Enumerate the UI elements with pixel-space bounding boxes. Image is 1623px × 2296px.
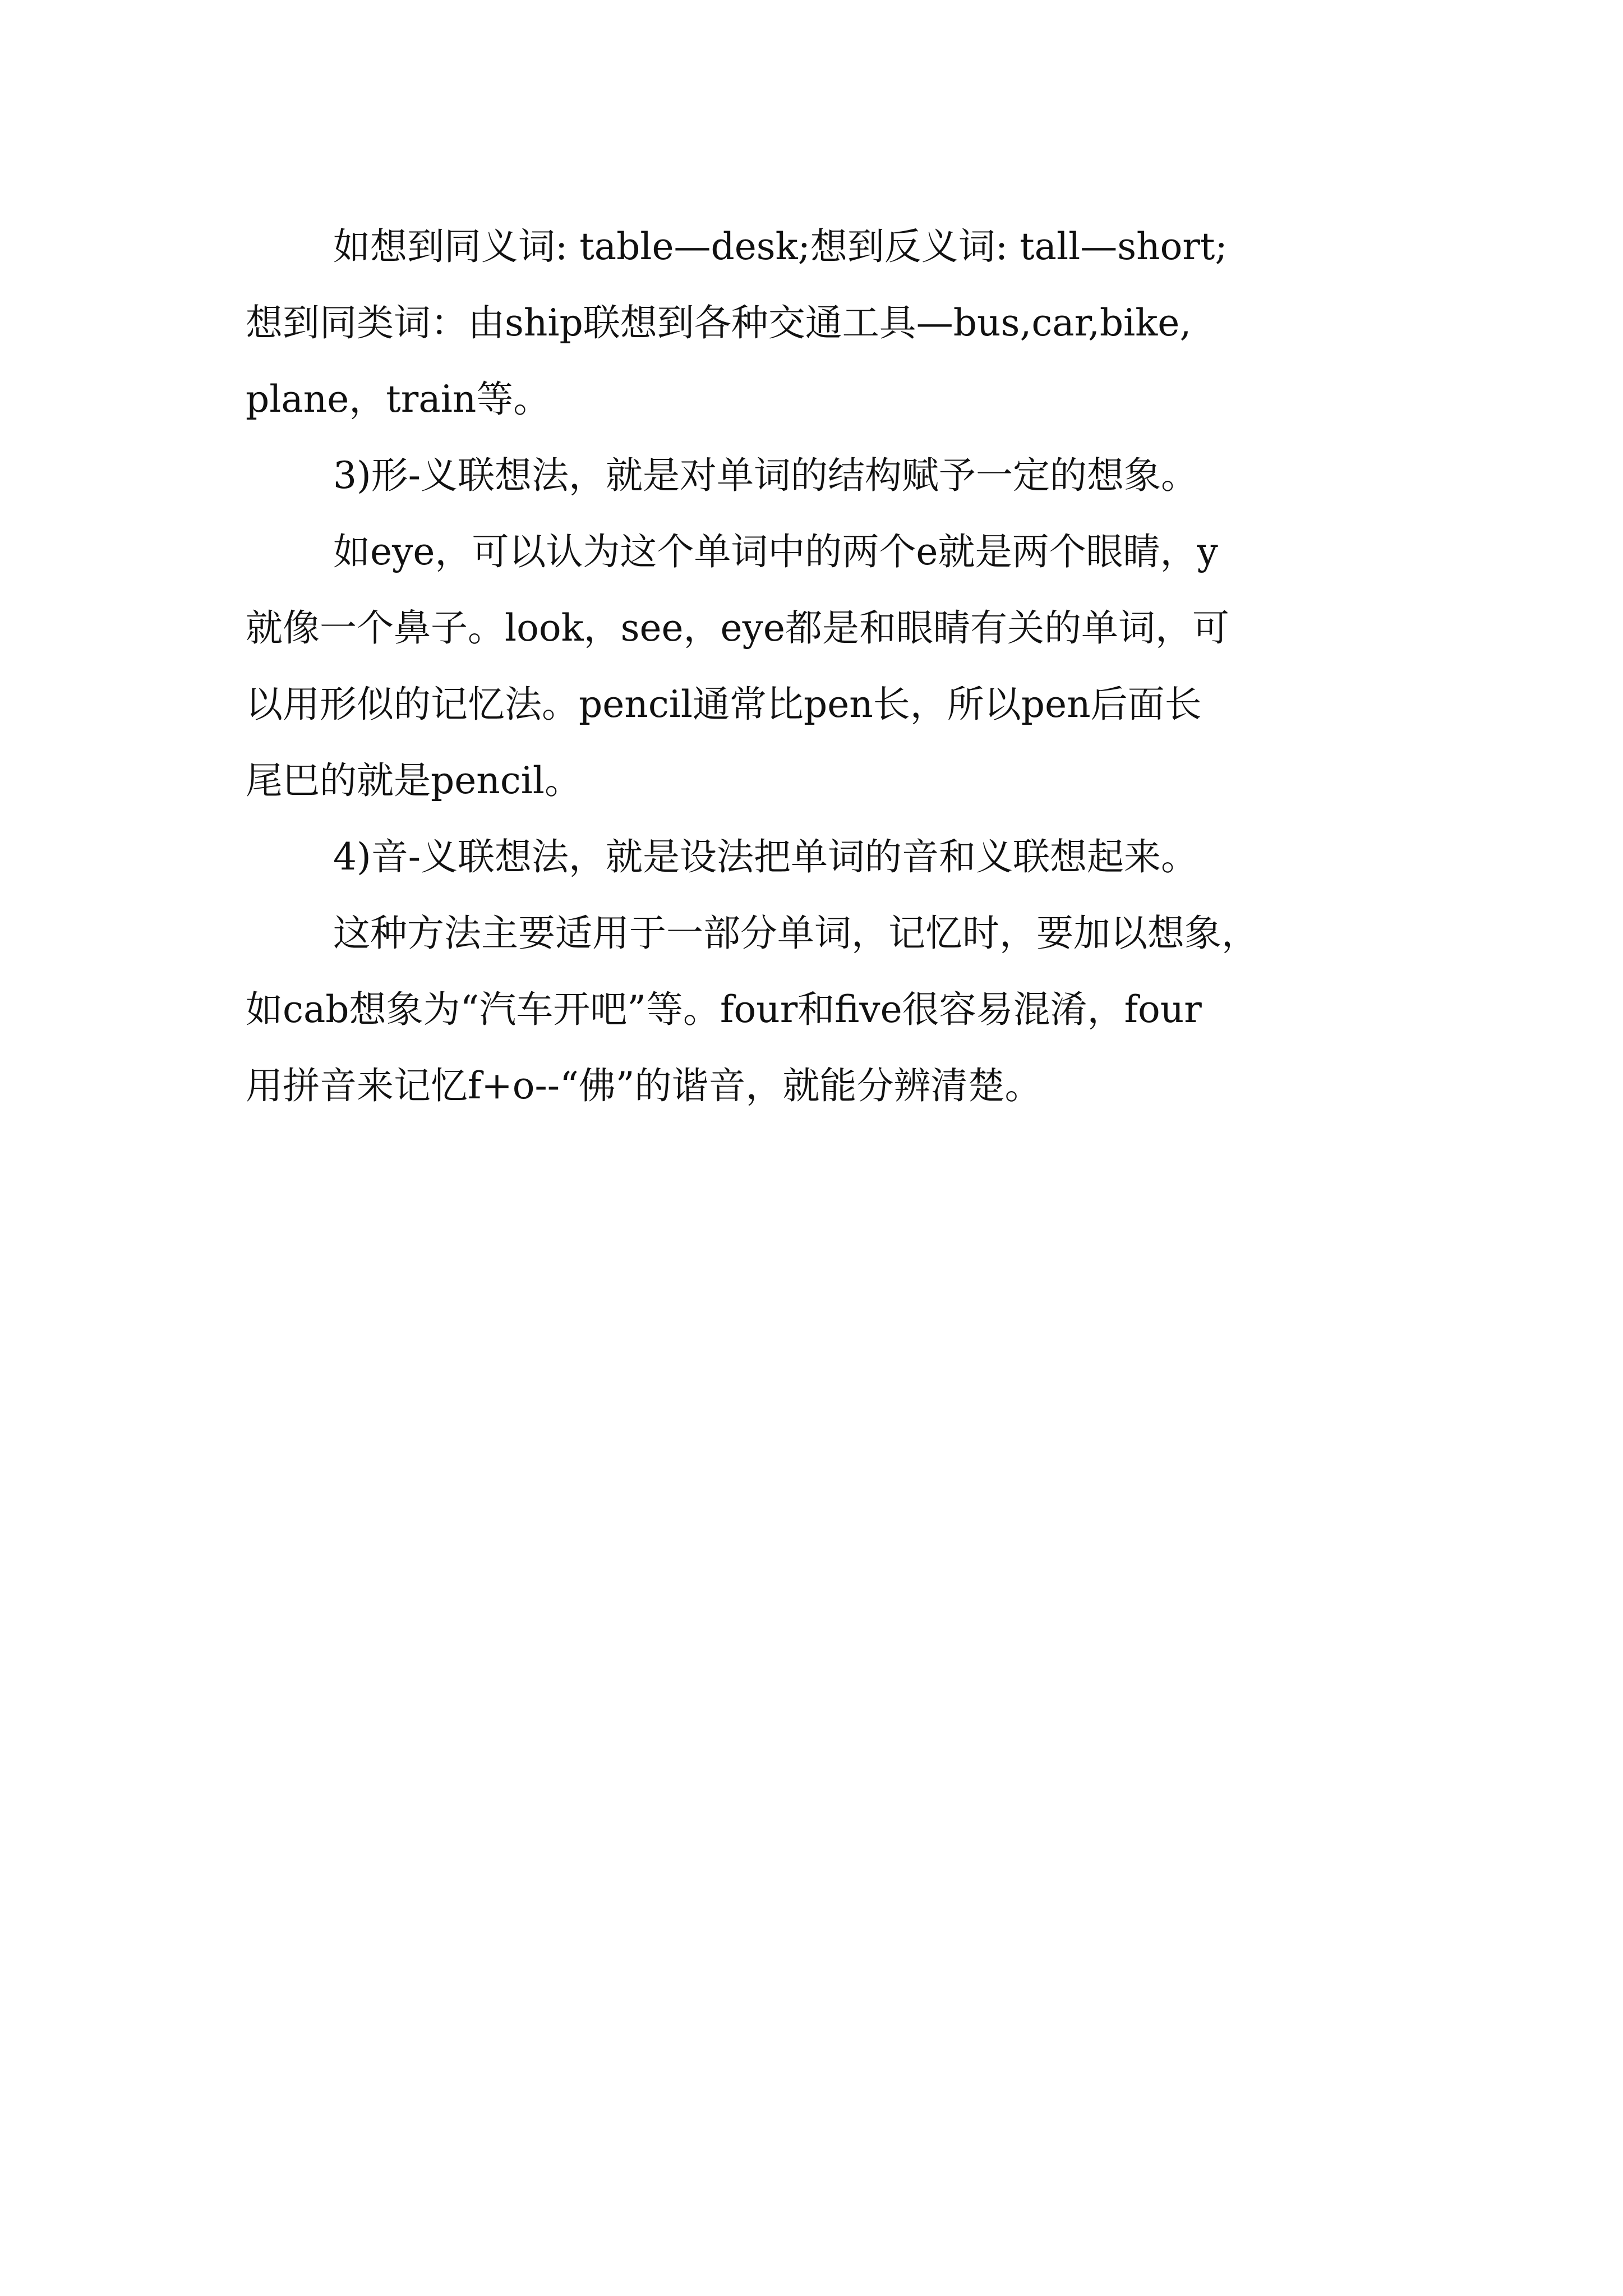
paragraph-line: plane，train等。 [246, 378, 551, 421]
paragraph-line: 这种方法主要适用于一部分单词，记忆时，要加以想象， [333, 912, 1258, 955]
paragraph-line: 尾巴的就是pencil。 [246, 759, 582, 802]
paragraph-line: 如eye，可以认为这个单词中的两个e就是两个眼睛，y [333, 530, 1218, 573]
document-body [246, 209, 1384, 1124]
paragraph-line: 如想到同义词: table—desk;想到反义词: tall—short; [333, 225, 1228, 268]
paragraph-line: 4)音-义联想法，就是设法把单词的音和义联想起来。 [333, 835, 1198, 878]
paragraph-line: 用拼音来记忆f+o--“佛”的谐音，就能分辨清楚。 [246, 1064, 1042, 1107]
paragraph-line: 如cab想象为“汽车开吧”等。four和five很容易混淆，four [246, 988, 1202, 1031]
paragraph-line: 想到同类词：由ship联想到各种交通工具—bus,car,bike, [246, 301, 1192, 344]
paragraph-line: 以用形似的记忆法。pencil通常比pen长，所以pen后面长 [246, 683, 1202, 726]
paragraph-line: 就像一个鼻子。look，see，eye都是和眼睛有关的单词，可 [246, 606, 1229, 650]
paragraph-line: 3)形-义联想法，就是对单词的结构赋予一定的想象。 [333, 454, 1198, 497]
